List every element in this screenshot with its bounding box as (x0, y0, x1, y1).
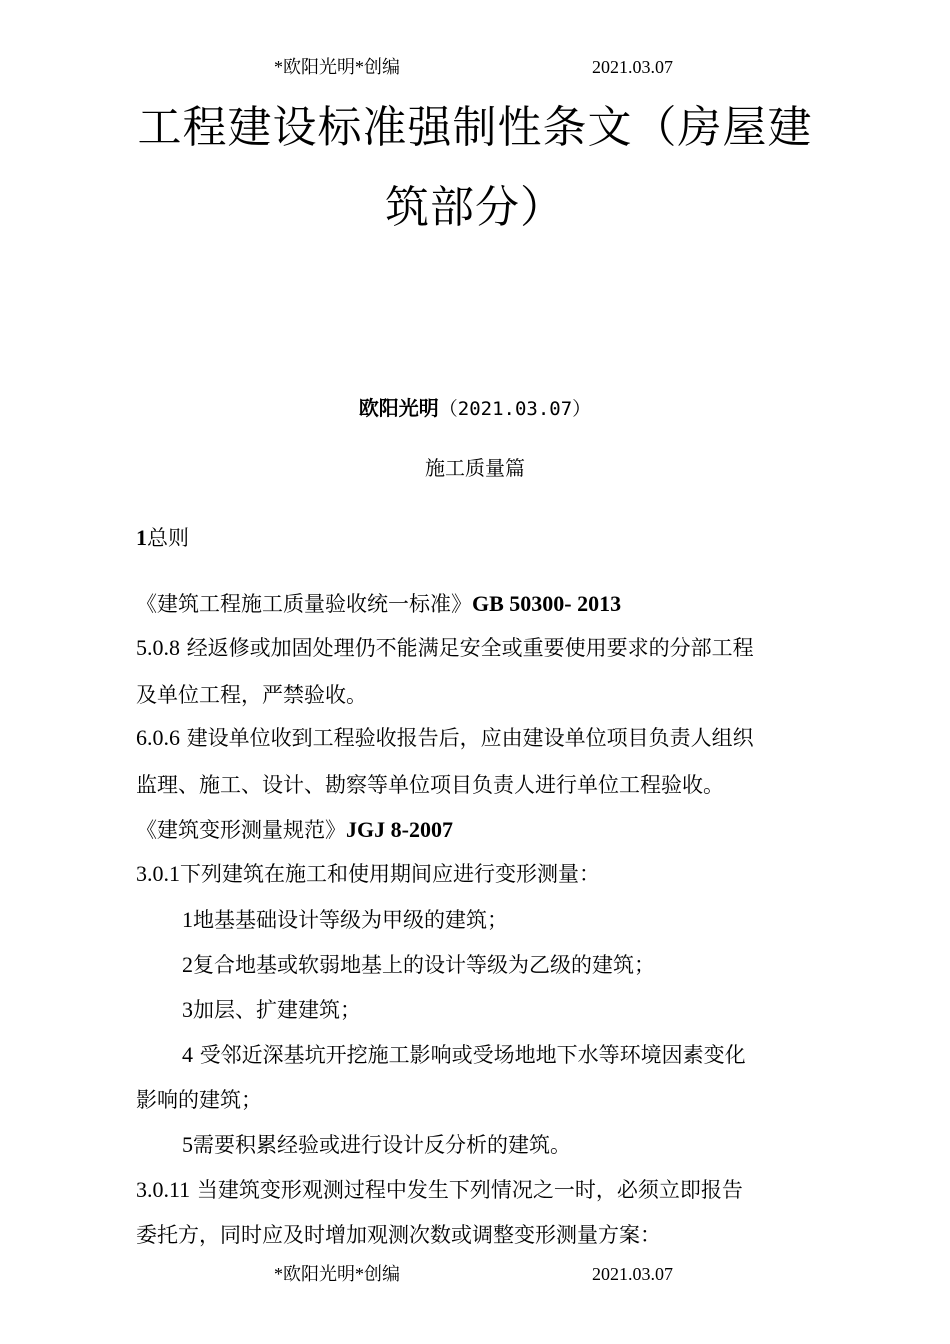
clause-606-line1 (136, 724, 754, 752)
header-author: *欧阳光明*创编 (274, 57, 400, 77)
item-number: 3 (182, 997, 193, 1022)
standard-name: 《建筑变形测量规范》 (136, 818, 346, 842)
clause-3011-line2: 委托方，同时应及时增加观测次数或调整变形测量方案： (136, 1223, 661, 1247)
item-number: 1 (182, 907, 193, 932)
clause-3011-line1 (136, 1176, 743, 1204)
standard-code: GB 50300- 2013 (472, 591, 622, 616)
item-text: 地基基础设计等级为甲级的建筑； (193, 908, 508, 932)
list-item (182, 996, 361, 1024)
list-item (182, 951, 655, 979)
section-number: 1 (136, 525, 147, 550)
list-item (182, 1041, 746, 1069)
footer-date: 2021.03.07 (592, 1264, 673, 1284)
section-title: 总则 (147, 526, 189, 550)
item-text: 受邻近深基坑开挖施工影响或受场地地下水等环境因素变化 (199, 1043, 746, 1067)
clause-text: 下列建筑在施工和使用期间应进行变形测量： (180, 862, 600, 886)
clause-number: 3.0.11 (136, 1177, 191, 1202)
clause-508-line1 (136, 634, 754, 662)
clause-number: 6.0.6 (136, 725, 180, 750)
clause-606-line2: 监理、施工、设计、勘察等单位项目负责人进行单位工程验收。 (136, 773, 724, 797)
standard-code: JGJ 8-2007 (346, 817, 453, 842)
byline (0, 394, 950, 423)
clause-text: 当建筑变形观测过程中发生下列情况之一时，必须立即报告 (196, 1178, 743, 1202)
section-subtitle: 施工质量篇 (425, 456, 525, 480)
item-text: 需要积累经验或进行设计反分析的建筑。 (193, 1133, 571, 1157)
list-item (182, 1131, 571, 1159)
item-text: 加层、扩建建筑； (193, 998, 361, 1022)
clause-text: 建设单位收到工程验收报告后，应由建设单位项目负责人组织 (186, 726, 754, 750)
clause-508-line2: 及单位工程，严禁验收。 (136, 683, 367, 707)
clause-number: 5.0.8 (136, 635, 180, 660)
byline-name: 欧阳光明 (358, 396, 439, 420)
item-text: 复合地基或软弱地基上的设计等级为乙级的建筑； (193, 953, 655, 977)
document-title-line1: 工程建设标准强制性条文（房屋建 (137, 102, 813, 153)
byline-date: （2021.03.07） (438, 398, 592, 420)
clause-301 (136, 860, 600, 888)
clause-number: 3.0.1 (136, 861, 180, 886)
document-title-line2: 筑部分） (385, 182, 565, 233)
section-heading (136, 524, 189, 552)
footer-author: *欧阳光明*创编 (274, 1264, 400, 1284)
standard-jgj8 (136, 816, 453, 844)
item-number: 2 (182, 952, 193, 977)
standard-name: 《建筑工程施工质量验收统一标准》 (136, 592, 472, 616)
standard-gb50300 (136, 590, 621, 618)
header-date: 2021.03.07 (592, 57, 673, 77)
list-item (182, 906, 508, 934)
clause-text: 经返修或加固处理仍不能满足安全或重要使用要求的分部工程 (186, 636, 754, 660)
list-item-continuation: 影响的建筑； (136, 1088, 262, 1112)
item-number: 5 (182, 1132, 193, 1157)
item-number: 4 (182, 1042, 193, 1067)
